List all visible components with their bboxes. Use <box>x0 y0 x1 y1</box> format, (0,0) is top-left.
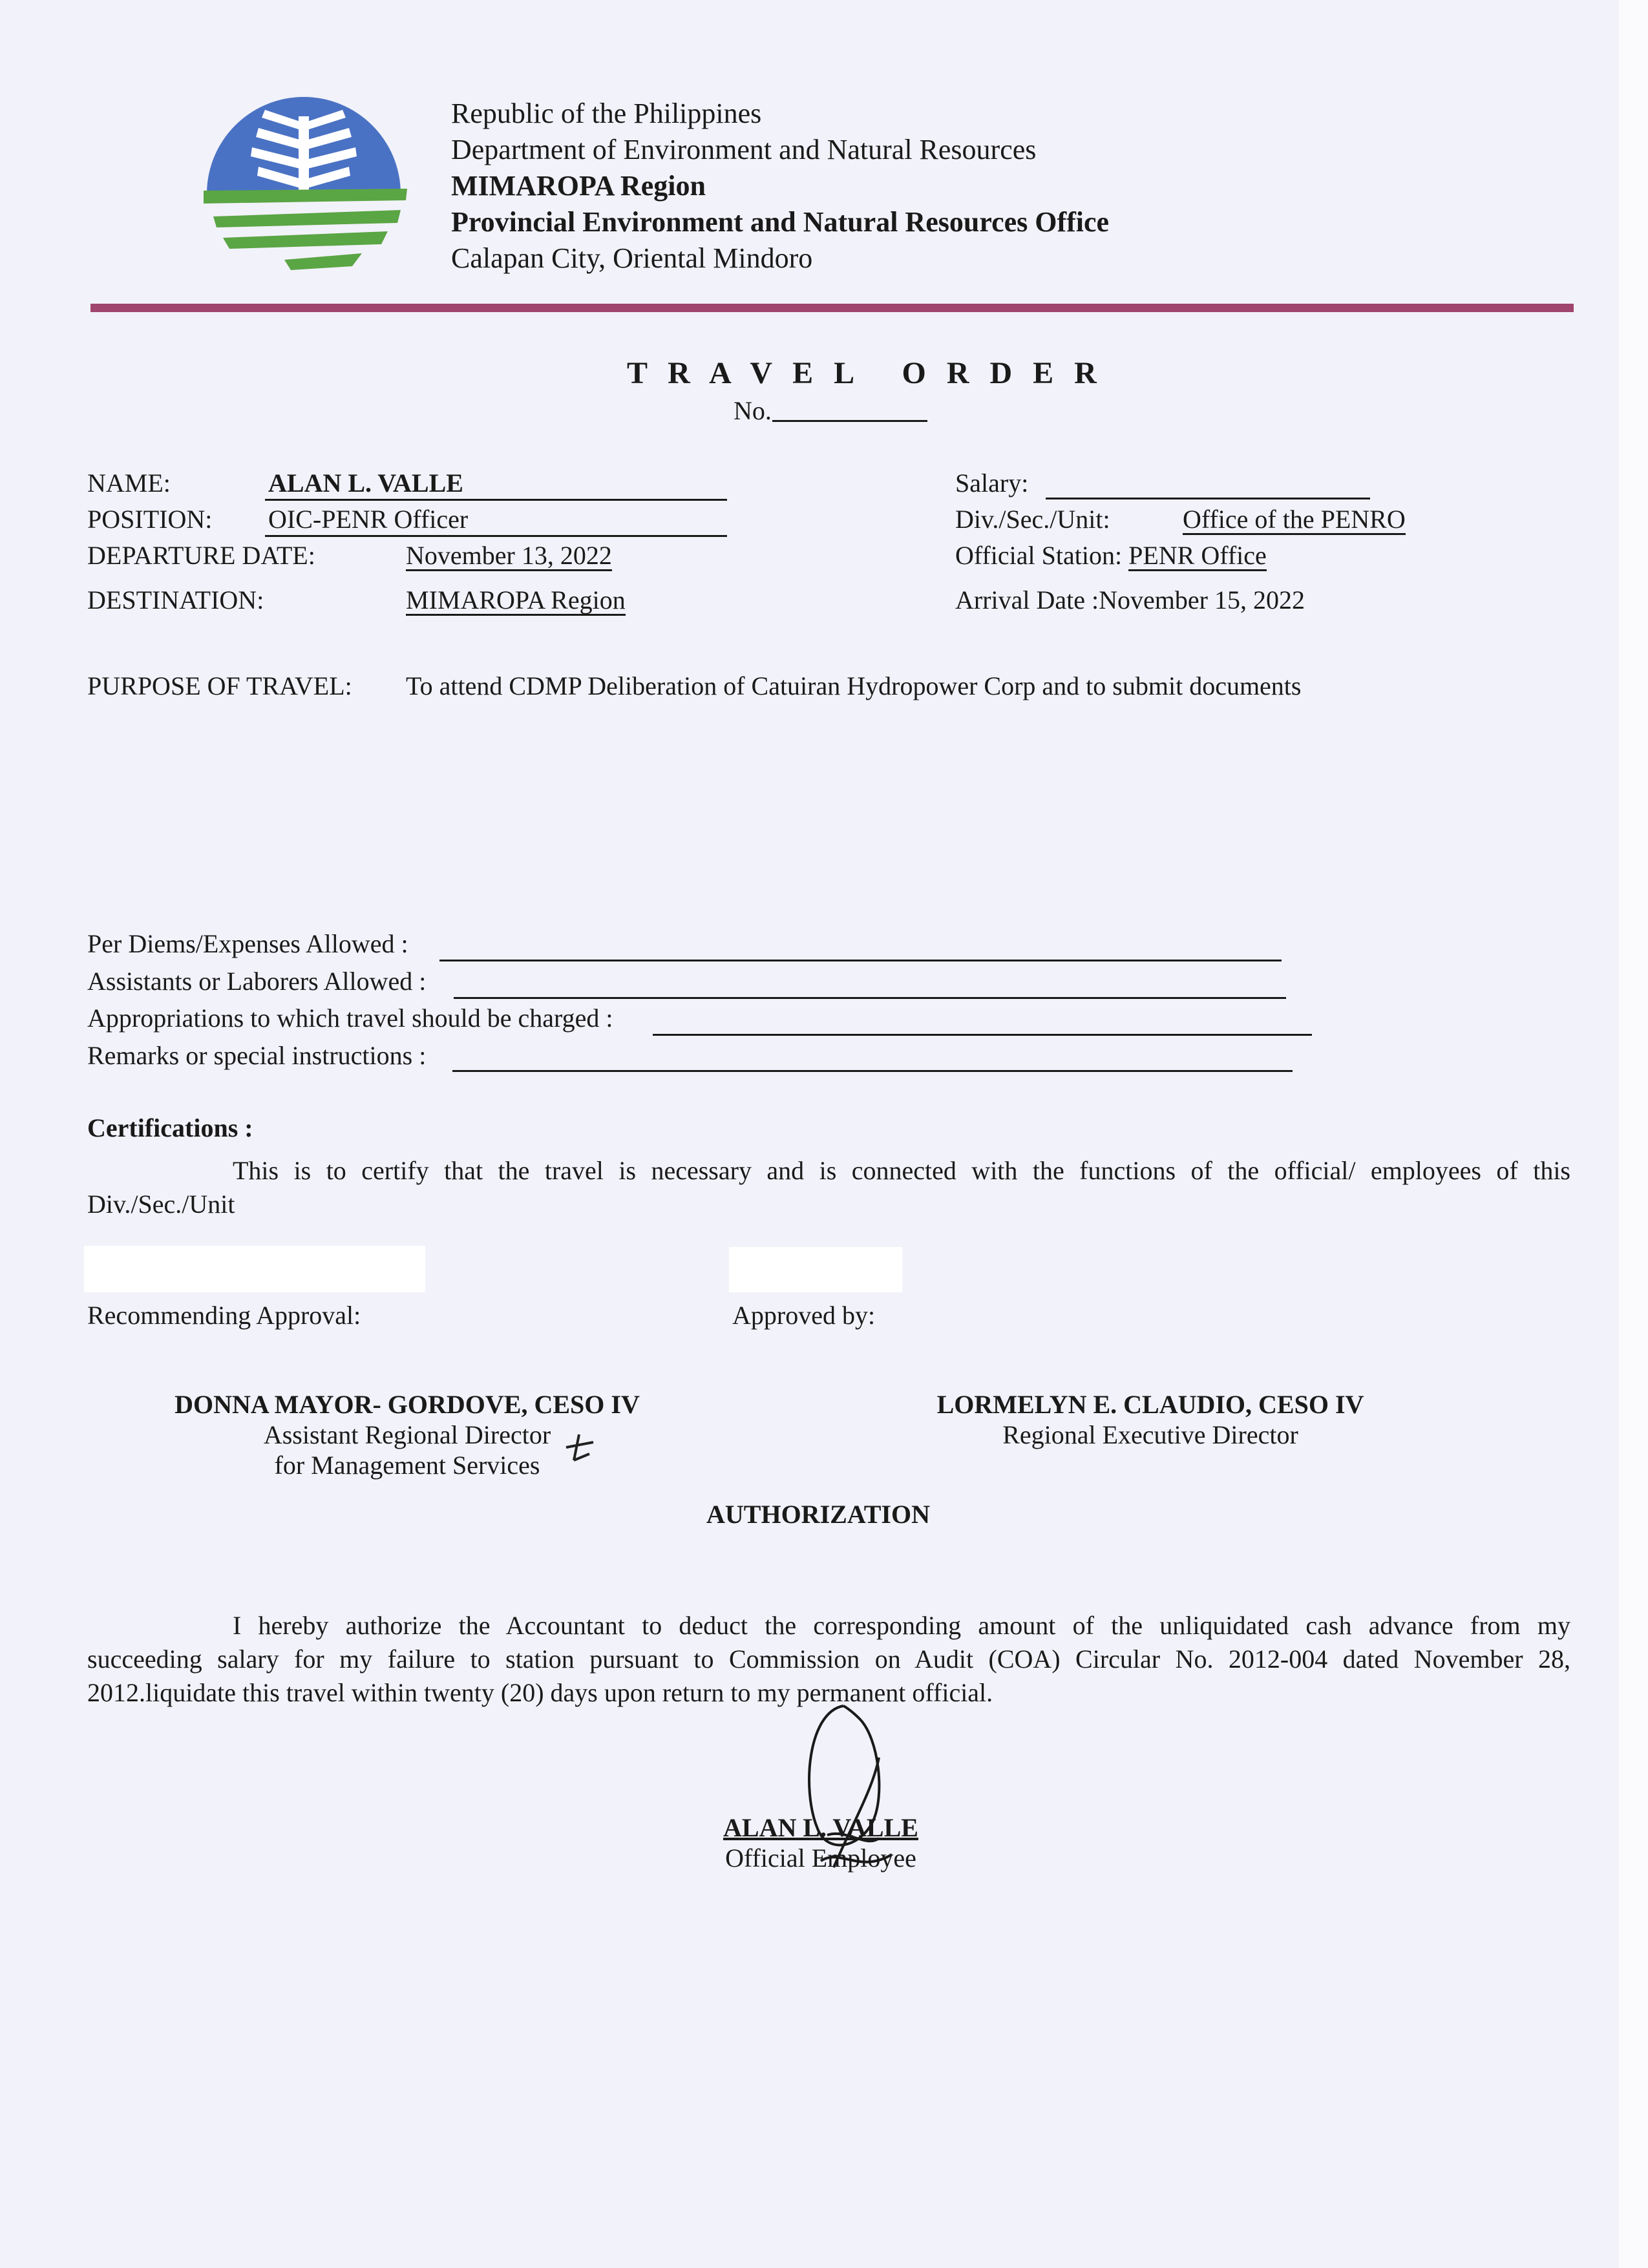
employee-signatory-name: ALAN L. VALLE <box>723 1813 918 1842</box>
appropriations-label: Appropriations to which travel should be charged : <box>87 1003 613 1033</box>
remarks-line <box>452 1070 1293 1072</box>
assistants-label: Assistants or Laborers Allowed : <box>87 967 427 996</box>
division-value: Office of the PENRO <box>1183 505 1406 534</box>
arrival-value: November 15, 2022 <box>1099 585 1305 614</box>
recommending-signatory-title-2: for Management Services <box>274 1451 540 1480</box>
recommending-signatory <box>123 1389 692 1480</box>
destination-label: DESTINATION: <box>87 585 264 614</box>
redacted-signature-right <box>729 1247 902 1292</box>
approving-signatory-name: LORMELYN E. CLAUDIO, CESO IV <box>936 1390 1364 1419</box>
salary-label: Salary: <box>955 468 1029 498</box>
order-number-label: No. <box>734 396 772 425</box>
recommending-signatory-title-1: Assistant Regional Director <box>263 1420 551 1449</box>
authorization-text <box>87 1609 1570 1710</box>
redacted-signature-left <box>84 1246 425 1292</box>
authorization-heading: AUTHORIZATION <box>706 1500 930 1529</box>
name-value: ALAN L. VALLE <box>268 468 463 498</box>
purpose-value: To attend CDMP Deliberation of Catuiran Hydropower Corp and to submit documents <box>406 671 1302 700</box>
approved-by-label: Approved by: <box>732 1301 876 1330</box>
header-divider <box>90 304 1574 312</box>
position-value: OIC-PENR Officer <box>268 505 469 534</box>
departure-label: DEPARTURE DATE: <box>87 541 315 570</box>
certification-heading: Certifications : <box>87 1113 253 1142</box>
name-label: NAME: <box>87 468 171 498</box>
document-title: T R A V E L O R D E R <box>627 356 1103 390</box>
destination-value: MIMAROPA Region <box>406 585 626 614</box>
initial-mark-icon <box>561 1428 600 1467</box>
assistants-line <box>454 997 1286 999</box>
certification-line-1: This is to certify that the travel is necessary and is connected with the functions of the official/ employees of this <box>233 1156 1570 1185</box>
approving-signatory <box>866 1389 1435 1450</box>
remarks-label: Remarks or special instructions : <box>87 1041 427 1070</box>
denr-logo-icon <box>200 90 414 278</box>
position-underline <box>265 535 727 537</box>
authorization-line-2: succeeding salary for my failure to station pursuant to Commission on Audit (COA) Circular No. 2012-004 dated November 28, <box>87 1644 1570 1674</box>
purpose-label: PURPOSE OF TRAVEL: <box>87 671 352 700</box>
station-label: Official Station: <box>955 541 1123 570</box>
header-department: Department of Environment and Natural Resources <box>451 134 1037 165</box>
position-label: POSITION: <box>87 505 213 534</box>
employee-signatory-title: Official Employee <box>725 1843 916 1873</box>
per-diems-label: Per Diems/Expenses Allowed : <box>87 929 408 958</box>
handwritten-signature-icon <box>782 1699 911 1887</box>
departure-value: November 13, 2022 <box>406 541 612 570</box>
header-city: Calapan City, Oriental Mindoro <box>451 242 813 274</box>
authorization-line-3: 2012.liquidate this travel within twenty (20) days upon return to my permanent official. <box>87 1678 993 1707</box>
header-office: Provincial Environment and Natural Resources Office <box>451 206 1110 238</box>
certification-text <box>87 1154 1570 1221</box>
appropriations-line <box>653 1034 1312 1036</box>
recommending-signatory-name: DONNA MAYOR- GORDOVE, CESO IV <box>174 1390 640 1419</box>
approving-signatory-title: Regional Executive Director <box>1002 1420 1298 1449</box>
header-region: MIMAROPA Region <box>451 170 706 202</box>
division-label: Div./Sec./Unit: <box>955 505 1110 534</box>
arrival-label: Arrival Date : <box>955 585 1099 614</box>
authorization-line-1: I hereby authorize the Accountant to deduct the corresponding amount of the unliquidated cash advance from my <box>233 1611 1570 1640</box>
page-edge <box>1619 0 1648 2268</box>
recommending-approval-label: Recommending Approval: <box>87 1301 361 1330</box>
salary-line <box>1046 498 1370 499</box>
name-underline <box>265 499 727 501</box>
header-republic: Republic of the Philippines <box>451 98 762 129</box>
station-value: PENR Office <box>1128 541 1267 570</box>
per-diems-line <box>439 960 1282 961</box>
certification-line-2: Div./Sec./Unit <box>87 1190 235 1219</box>
order-number-line <box>772 420 927 422</box>
